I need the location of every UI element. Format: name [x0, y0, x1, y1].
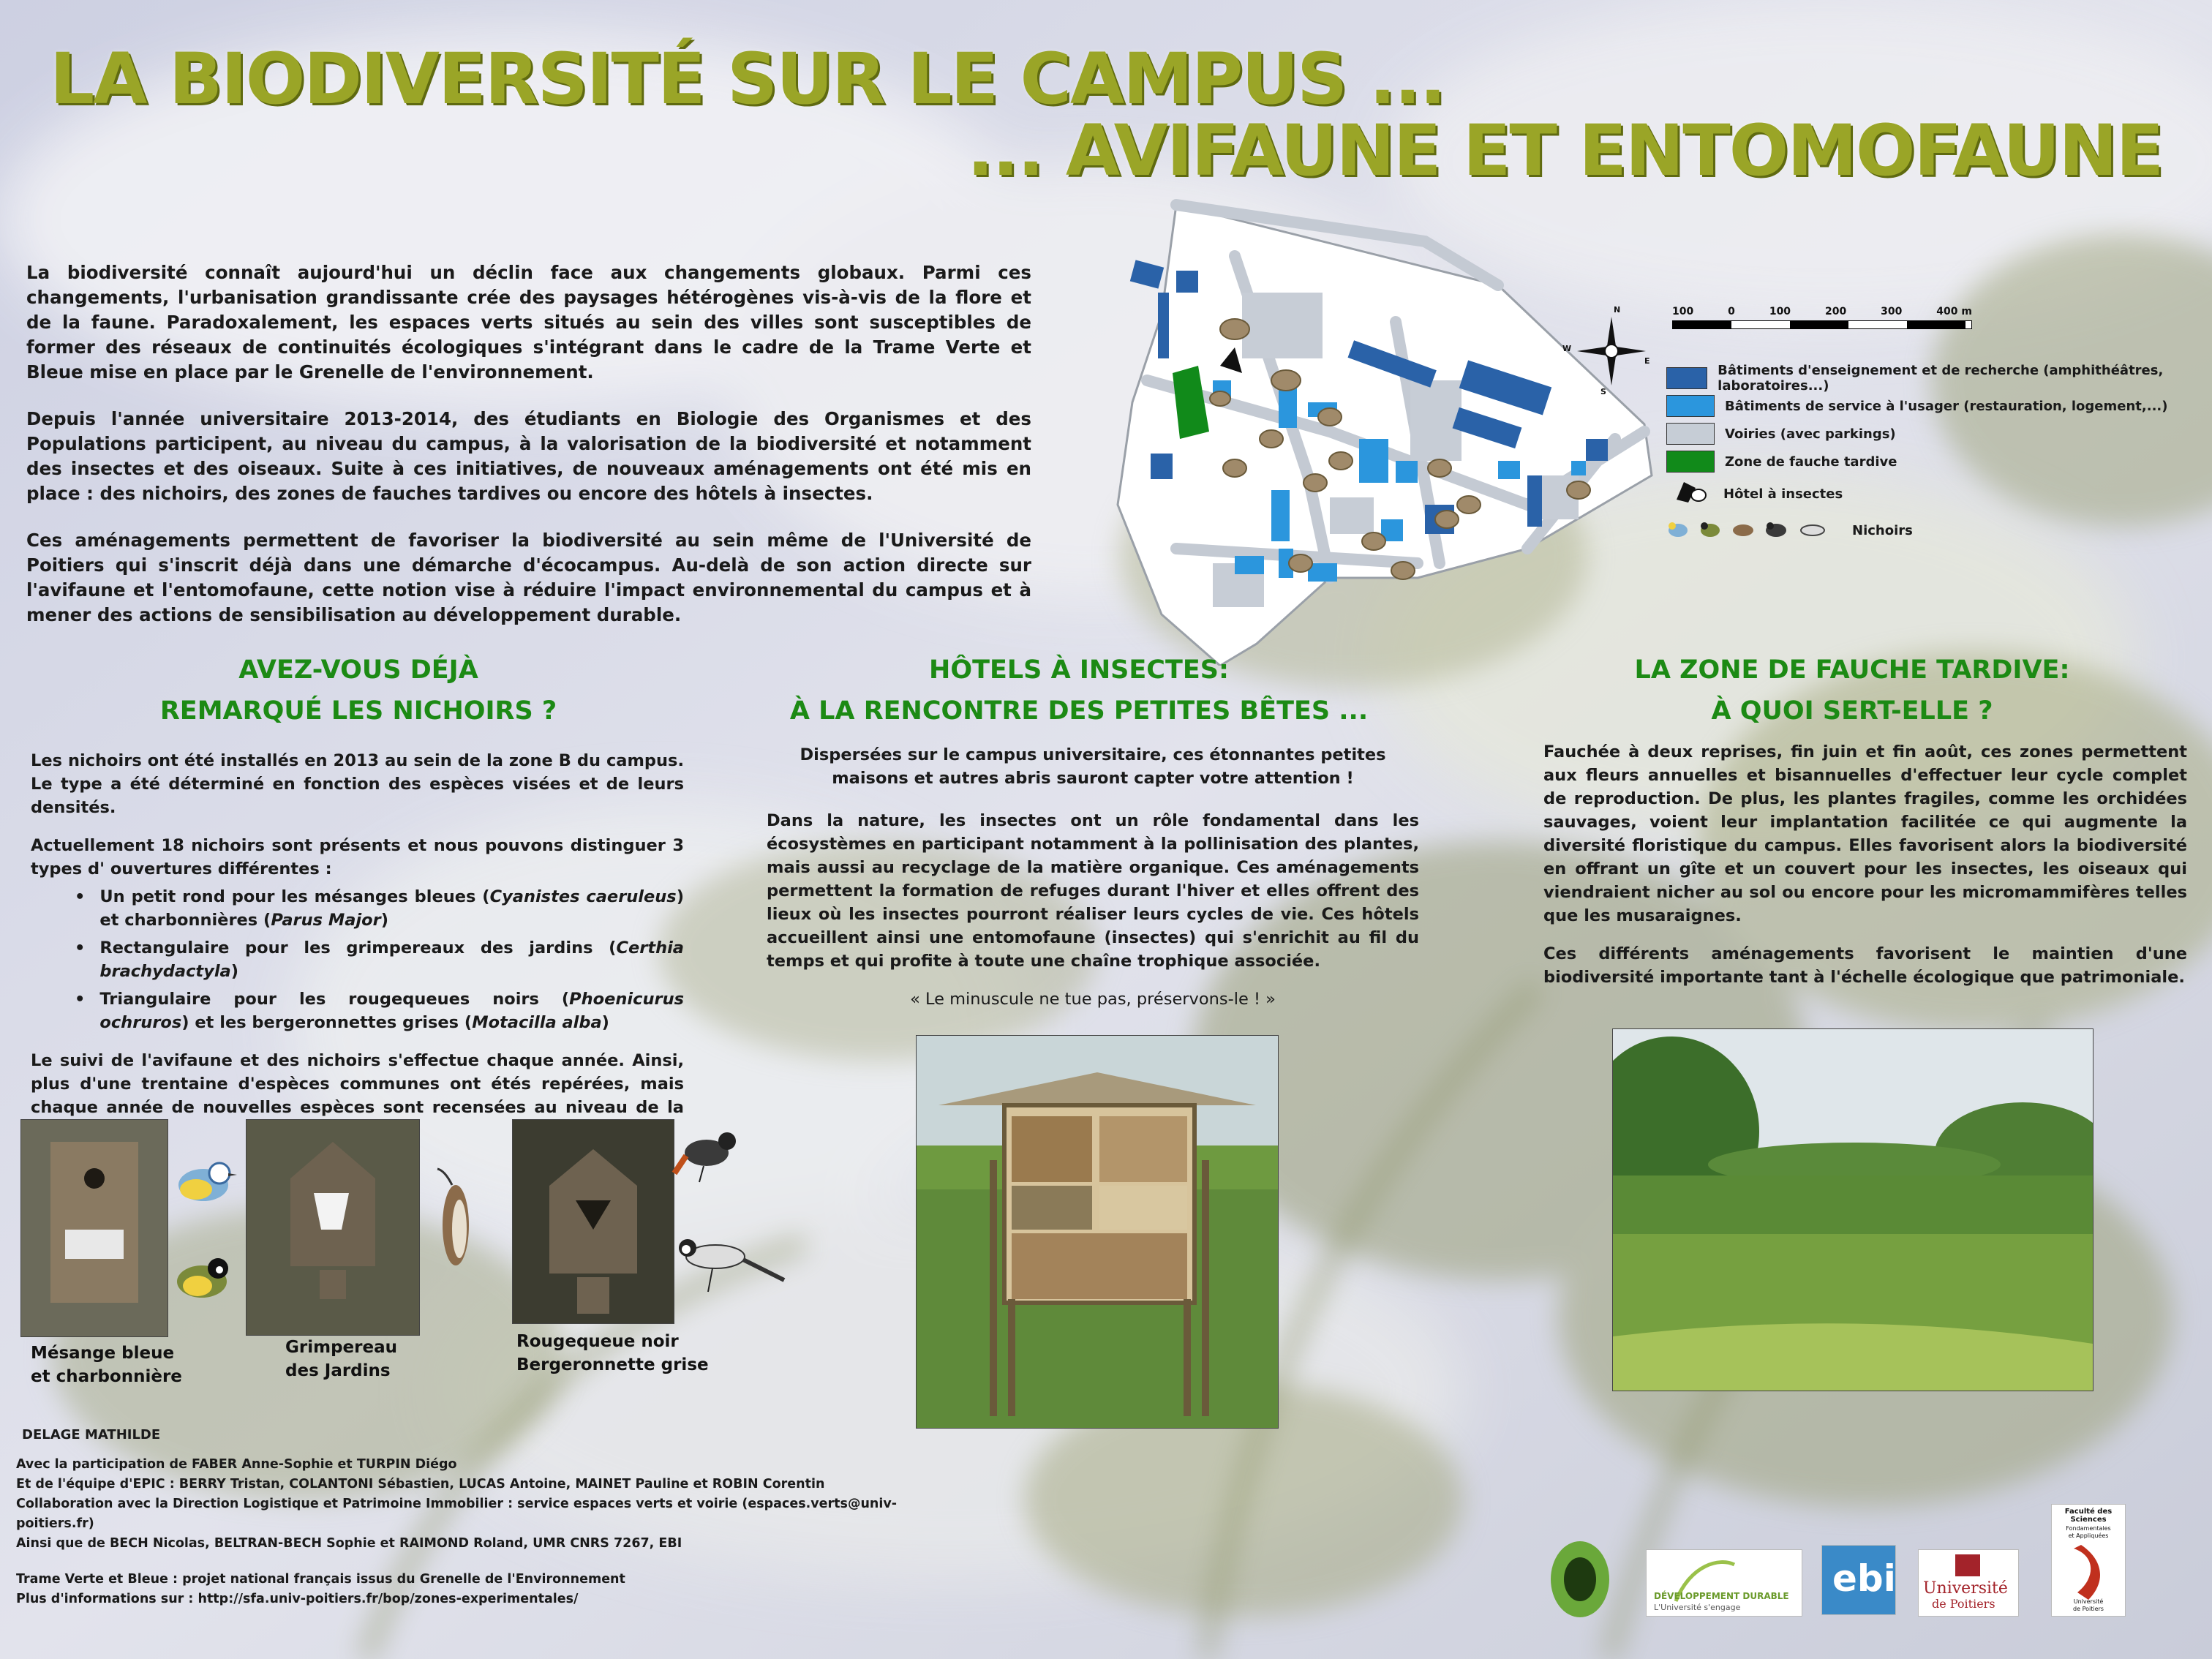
bullet-text: ) et les bergeronnettes grises ( — [181, 1013, 473, 1032]
scale-label: 200 — [1824, 306, 1847, 317]
treecreeper-icon — [423, 1156, 489, 1295]
campus-map — [1088, 198, 1674, 666]
ebi-label: ebi — [1832, 1557, 1896, 1600]
dd-line-1: DÉVELOPPEMENT DURABLE — [1654, 1591, 1789, 1601]
caption-line: Grimpereau — [285, 1338, 397, 1357]
nichoirs-bullet-3: • Triangulaire pour les rougequeues noirs (Phoenicurus ochruros) et les bergeronnettes grises (Motacilla alba) — [75, 990, 684, 1032]
faculte-sciences-logo — [2051, 1504, 2126, 1617]
legend-label: Zone de fauche tardive — [1725, 454, 1897, 470]
univ-line-2: de Poitiers — [1932, 1597, 1995, 1611]
credits-line: Avec la participation de FABER Anne-Sophie et TURPIN Diégo — [16, 1457, 457, 1472]
credits-line: Collaboration avec la Direction Logistique et Patrimoine Immobilier : service espaces verts et voirie (espaces.verts@univ-poitiers.fr) — [16, 1497, 898, 1531]
species-name: Parus Major — [271, 911, 381, 930]
scale-label: 100 — [1769, 306, 1791, 317]
legend-row — [1666, 448, 2193, 475]
nichoirs-paragraph-3: Le suivi de l'avifaune et des nichoirs s'effectue chaque année. Ainsi, plus d'une trentaine d'espèces communes ont étés repérées, mais chaque année de nouvelles espèces sont recensées au niveau de la — [31, 1051, 684, 1117]
bullet-text: ) — [380, 911, 389, 930]
species-name: Cyanistes caeruleus — [489, 887, 677, 906]
compass-s: S — [1600, 387, 1606, 396]
photo-insect-hotel — [916, 1035, 1279, 1429]
hotels-title-line-1: HÔTELS À INSECTES: — [929, 655, 1229, 685]
blue-tit-icon — [167, 1148, 240, 1214]
fauche-text — [1543, 740, 2187, 1004]
bullet-text: ) et charbonnières ( — [99, 887, 684, 930]
title-line-2: ... AVIFAUNE ET ENTOMOFAUNE — [967, 110, 2163, 192]
bullet-text: Rectangulaire pour les grimpereaux des jardins ( — [99, 938, 617, 958]
scale-label: 400 m — [1936, 306, 1972, 317]
compass-rose-icon — [1562, 305, 1652, 396]
fac-line-3: et Appliquées — [2068, 1532, 2109, 1539]
photo-nichoir-rougequeue — [512, 1119, 674, 1324]
ebi-logo — [1821, 1545, 1896, 1615]
fauche-paragraph-2: Ces différents aménagements favorisent le maintien d'une biodiversité importante tant à l'échelle écologique que patrimoniale. — [1543, 944, 2187, 987]
fac-line-5: de Poitiers — [2073, 1606, 2104, 1612]
caption-line: Mésange bleue — [31, 1344, 175, 1363]
map-legend — [1666, 364, 2193, 549]
fauche-title-line-2: À QUOI SERT-ELLE ? — [1711, 696, 1993, 726]
hotels-paragraph-2: Dans la nature, les insectes ont un rôle fondamental dans les écosystèmes en participant notamment à la pollinisation des plantes, mais aussi au recyclage de la matière organique. Ces aménagements permettent la formation de refuges durant l'hiver et elles offrent des lieux où les insectes pourront réaliser leurs cycles de vie. Ces hôtels accueillent ainsi une entomofaune (insectes) qui s'enrichit au fil du temps et qui profite à toute une chaîne trophique associée. — [767, 811, 1419, 971]
white-wagtail-icon — [672, 1219, 789, 1299]
great-tit-icon — [167, 1244, 240, 1309]
compass-n: N — [1614, 305, 1621, 315]
hotels-text — [767, 743, 1419, 1026]
credits-line: Trame Verte et Bleue : projet national français issus du Grenelle de l'Environnement — [16, 1572, 625, 1587]
map-scale-bar — [1672, 306, 1972, 329]
photo-nichoir-grimpereau — [246, 1119, 420, 1336]
fac-line-4: Université — [2073, 1598, 2104, 1605]
dd-line-2: L'Université s'engage — [1654, 1603, 1741, 1612]
legend-row — [1666, 512, 2193, 549]
nichoirs-title-line-1: AVEZ-VOUS DÉJÀ — [238, 655, 478, 685]
legend-row — [1666, 364, 2193, 392]
legend-row — [1666, 475, 2193, 512]
univ-crest-icon — [1955, 1554, 1980, 1576]
hotels-quote: « Le minuscule ne tue pas, préservons-le ! » — [910, 990, 1276, 1009]
photo-nichoir-mesange — [20, 1119, 168, 1337]
epic-logo — [1549, 1539, 1611, 1620]
caption-grimpereau — [285, 1336, 397, 1382]
fauche-section-title — [1523, 650, 2181, 731]
caption-line: Rougequeue noir — [516, 1332, 679, 1351]
credits — [16, 1425, 967, 1609]
fac-line-2: Fondamentales — [2066, 1525, 2111, 1532]
compass-w: W — [1562, 344, 1572, 353]
fac-line-1: Faculté des Sciences — [2064, 1508, 2113, 1524]
species-name: Motacilla alba — [472, 1013, 602, 1032]
insect-hotel-icon — [1666, 478, 1713, 511]
species-name: Certhia brachydactyla — [99, 938, 684, 981]
species-name: Phoenicurus ochruros — [99, 990, 684, 1032]
bullet-text: Triangulaire pour les rougequeues noirs ( — [99, 990, 570, 1009]
birds-icon — [1666, 514, 1842, 547]
intro-paragraph-2: Depuis l'année universitaire 2013-2014, des étudiants en Biologie des Organismes et des Populations participent, au niveau du campus, à la valorisation de la biodiversité et notamment des insectes et des oiseaux. Suite à ces initiatives, de nouveaux aménagements ont été mis en place : des nichoirs, des zones de fauches tardives ou encore des hôtels à insectes. — [26, 408, 1031, 504]
compass-e: E — [1644, 356, 1650, 366]
fauche-title-line-1: LA ZONE DE FAUCHE TARDIVE: — [1634, 655, 2070, 685]
hotels-title-line-2: À LA RENCONTRE DES PETITES BÊTES ... — [789, 696, 1369, 726]
universite-poitiers-logo — [1918, 1549, 2019, 1617]
credits-line: Plus d'informations sur : http://sfa.univ-poitiers.fr/bop/zones-experimentales/ — [16, 1592, 579, 1606]
caption-line: et charbonnière — [31, 1367, 182, 1386]
legend-label: Hôtel à insectes — [1723, 486, 1843, 502]
univ-line-1: Université — [1923, 1579, 2008, 1598]
intro-paragraph-1: La biodiversité connaît aujourd'hui un déclin face aux changements globaux. Parmi ces changements, l'urbanisation grandissante crée des paysages hétérogènes vis-à-vis de la flore et de la faune. Paradoxalement, les espaces verts situés au sein des villes sont susceptibles de former des réseaux de continuités écologiques s'intégrant dans le cadre de la Trame Verte et Bleue mise en place par le Grenelle de l'environnement. — [26, 262, 1031, 383]
nichoirs-bullet-2: • Rectangulaire pour les grimpereaux des jardins (Certhia brachydactyla) — [75, 938, 684, 981]
legend-label: Bâtiments d'enseignement et de recherche (amphithéâtres, laboratoires...) — [1718, 363, 2164, 394]
legend-label: Bâtiments de service à l'usager (restauration, logement,...) — [1725, 398, 2168, 414]
scale-label: 0 — [1728, 306, 1735, 317]
legend-row — [1666, 420, 2193, 448]
scale-label: 100 — [1672, 306, 1694, 317]
developpement-durable-logo — [1646, 1549, 1802, 1617]
legend-label: Voiries (avec parkings) — [1725, 426, 1896, 442]
author-name: DELAGE MATHILDE — [22, 1427, 161, 1442]
credits-line: Ainsi que de BECH Nicolas, BELTRAN-BECH Sophie et RAIMOND Roland, UMR CNRS 7267, EBI — [16, 1536, 682, 1551]
legend-swatch-service — [1666, 395, 1715, 417]
scale-bar-graphic — [1672, 320, 1972, 329]
nichoirs-section-title — [29, 650, 688, 731]
title-line-1: LA BIODIVERSITÉ SUR LE CAMPUS ... — [50, 38, 1445, 120]
photo-fauche-tardive — [1612, 1028, 2094, 1391]
hotels-paragraph-1: Dispersées sur le campus universitaire, ces étonnantes petites maisons et autres abris sauront capter votre attention ! — [800, 745, 1386, 788]
bullet-text: Un petit rond pour les mésanges bleues ( — [99, 887, 490, 906]
caption-line: Bergeronnette grise — [516, 1355, 709, 1374]
credits-line: Et de l'équipe d'EPIC : BERRY Tristan, COLANTONI Sébastien, LUCAS Antoine, MAINET Pauline et ROBIN Corentin — [16, 1477, 825, 1491]
intro-text — [26, 260, 1031, 650]
caption-line: des Jardins — [285, 1361, 391, 1380]
bullet-text: ) — [601, 1013, 609, 1032]
legend-swatch-fauche — [1666, 451, 1715, 473]
intro-paragraph-3: Ces aménagements permettent de favoriser la biodiversité au sein même de l'Université de Poitiers qui s'inscrit déjà dans une démarche d'écocampus. Au-delà de son action directe sur l'avifaune et l'entomofaune, cette notion vise à réduire l'impact environnemental du campus et à mener des actions de sensibilisation au développement durable. — [26, 530, 1031, 625]
nichoirs-text — [31, 749, 684, 1157]
fauche-paragraph-1: Fauchée à deux reprises, fin juin et fin août, ces zones permettent aux fleurs annuelles et bisannuelles d'effectuer leur cycle complet de reproduction. De plus, les plantes fragiles, comme les orchidées sauvages, voient leur implantation facilitée ce qui augmente la diversité floristique du campus. Elles favorisent alors la biodiversité en offrant un gîte et un couvert pour les insectes, les oiseaux qui viendraient nicher au sol ou encore pour les micromammifères telles que les musaraignes. — [1543, 742, 2187, 925]
nichoirs-paragraph-2: Actuellement 18 nichoirs sont présents et nous pouvons distinguer 3 types d' ouvertures différentes : — [31, 836, 684, 879]
legend-row — [1666, 392, 2193, 420]
black-redstart-icon — [672, 1115, 752, 1188]
legend-swatch-teaching — [1666, 367, 1707, 389]
nichoirs-title-line-2: REMARQUÉ LES NICHOIRS ? — [159, 696, 557, 726]
legend-label: Nichoirs — [1852, 522, 1913, 538]
nichoirs-paragraph-1: Les nichoirs ont été installés en 2013 au sein de la zone B du campus. Le type a été déterminé en fonction des espèces visées et de leurs densités. — [31, 751, 684, 817]
scale-label: 300 — [1881, 306, 1903, 317]
bullet-text: ) — [230, 962, 239, 981]
caption-rougequeue — [516, 1330, 709, 1377]
caption-mesange — [31, 1342, 182, 1388]
legend-swatch-roads — [1666, 423, 1715, 445]
nichoirs-bullet-1: • Un petit rond pour les mésanges bleues (Cyanistes caeruleus) et charbonnières (Parus Major) — [75, 887, 684, 930]
hotels-section-title — [739, 650, 1419, 731]
